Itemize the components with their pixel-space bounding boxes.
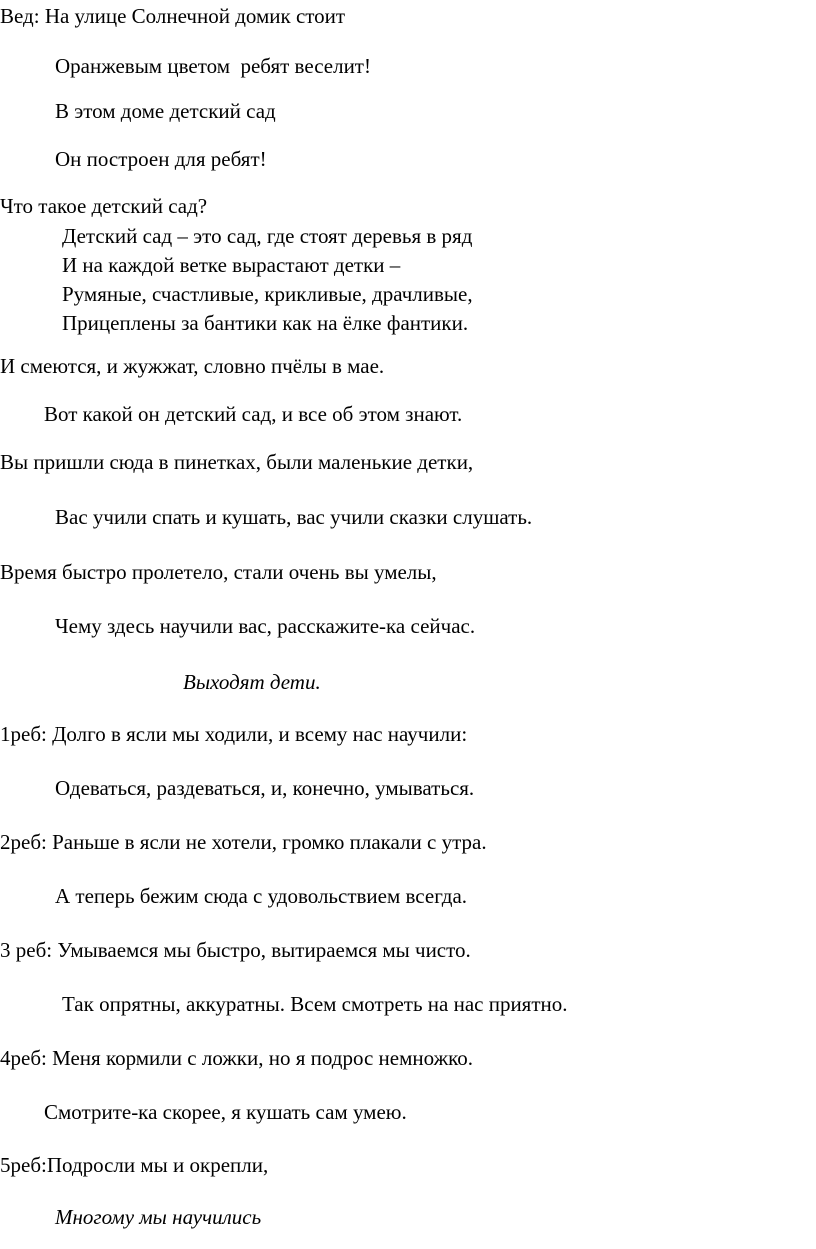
text-line: Время быстро пролетело, стали очень вы умелы, — [0, 560, 437, 584]
text-line: Вот какой он детский сад, и все об этом знают. — [44, 402, 463, 426]
text-line: Одеваться, раздеваться, и, конечно, умываться. — [55, 776, 475, 800]
text-line: Чему здесь научили вас, расскажите-ка сейчас. — [55, 614, 476, 638]
text-line: Детский сад – это сад, где стоят деревья в ряд — [62, 224, 473, 248]
text-line: Он построен для ребят! — [55, 147, 267, 171]
text-line: Прицеплены за бантики как на ёлке фантики. — [62, 311, 469, 335]
text-line: Оранжевым цветом ребят веселит! — [55, 54, 371, 78]
text-line: В этом доме детский сад — [55, 99, 276, 123]
text-line: Так опрятны, аккуратны. Всем смотреть на нас приятно. — [62, 992, 568, 1016]
text-line: Вы пришли сюда в пинетках, были маленькие детки, — [0, 450, 474, 474]
text-line: 2реб: Раньше в ясли не хотели, громко плакали с утра. — [0, 830, 487, 854]
text-line: Смотрите-ка скорее, я кушать сам умею. — [44, 1100, 407, 1124]
text-line: Вед: На улице Солнечной домик стоит — [0, 4, 346, 28]
text-line: Румяные, счастливые, крикливые, драчливые, — [62, 282, 473, 306]
text-line: 1реб: Долго в ясли мы ходили, и всему нас научили: — [0, 722, 468, 746]
text-line: И смеются, и жужжат, словно пчёлы в мае. — [0, 354, 385, 378]
text-line: Что такое детский сад? — [0, 194, 208, 218]
text-line: 5реб:Подросли мы и окрепли, — [0, 1153, 269, 1177]
text-line: 3 реб: Умываемся мы быстро, вытираемся мы чисто. — [0, 938, 471, 962]
text-line: 4реб: Меня кормили с ложки, но я подрос немножко. — [0, 1046, 474, 1070]
text-line-italic: Многому мы научились — [55, 1205, 262, 1229]
stage-direction: Выходят дети. — [183, 670, 321, 694]
text-line: Вас учили спать и кушать, вас учили сказки слушать. — [55, 505, 533, 529]
text-line: А теперь бежим сюда с удовольствием всегда. — [55, 884, 468, 908]
text-line: И на каждой ветке вырастают детки – — [62, 253, 401, 277]
